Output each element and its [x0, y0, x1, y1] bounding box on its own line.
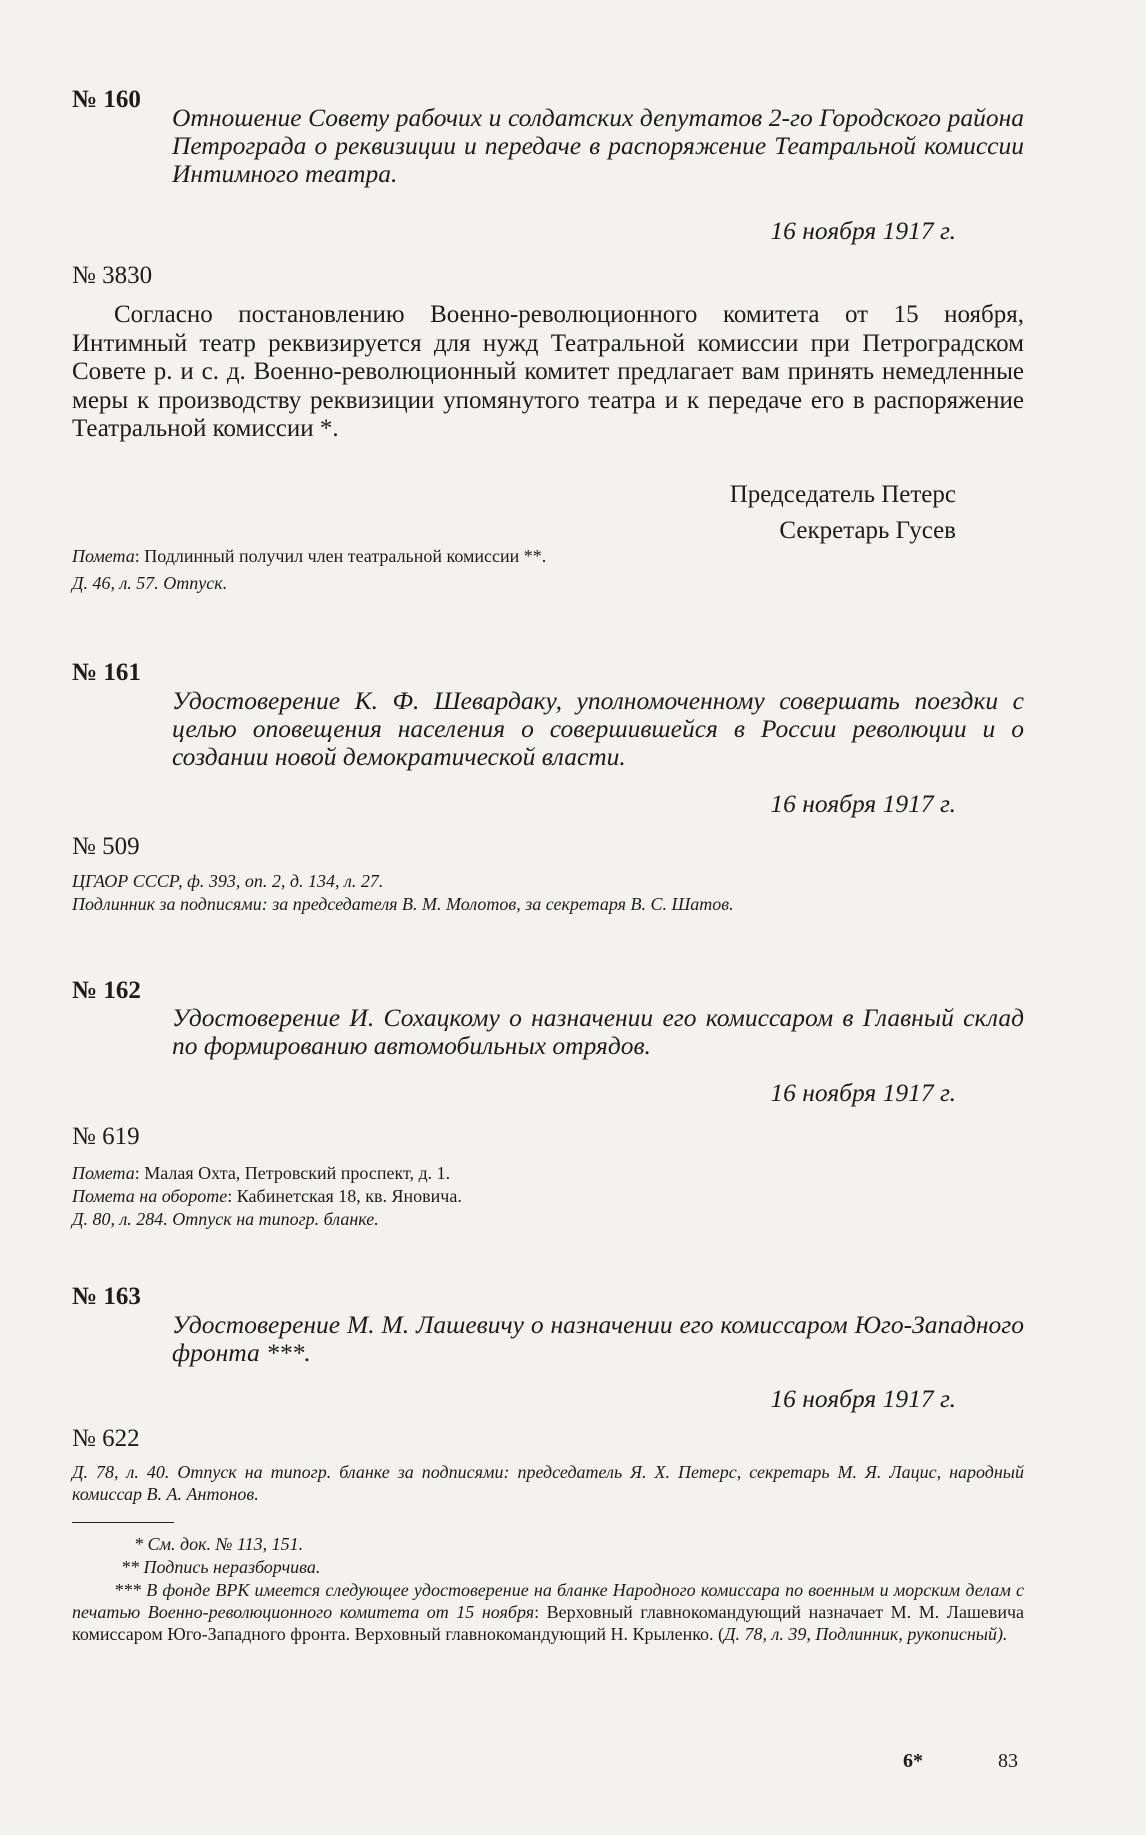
doc-160-signature-chair: Председатель Петерс [729, 481, 956, 508]
doc-162-note [72, 1162, 450, 1184]
footnote-3-lead: *** В фонде ВРК имеется следующее удостоверение на бланке Народного комиссара по военным и морским делам с печатью Военно-революционного комитета от 15 ноября [72, 1580, 1024, 1622]
footnote-3 [72, 1579, 1024, 1645]
doc-162-number: № 162 [72, 977, 141, 1004]
doc-160-heading: Отношение Совету рабочих и солдатских депутатов 2-го Городского района Петрограда о реквизиции и передаче в распоряжение Театральной комиссии Интимного театра. [172, 103, 1024, 188]
page-number: 83 [998, 1750, 1018, 1772]
footnote-divider [72, 1522, 174, 1523]
doc-160-date: 16 ноября 1917 г. [770, 216, 956, 245]
doc-162-heading: Удостоверение И. Сохацкому о назначении его комиссаром в Главный склад по формированию автомобильных отрядов. [172, 1003, 1024, 1060]
doc-161-archive-ref: ЦГАОР СССР, ф. 393, оп. 2, д. 134, л. 27. [72, 871, 384, 891]
doc-160-out-number: № 3830 [72, 262, 153, 289]
doc-163-number: № 163 [72, 1283, 141, 1310]
footnote-1: * См. док. № 113, 151. [134, 1534, 304, 1554]
doc-161-number: № 161 [72, 659, 141, 686]
footnote-3-text: : Верховный главнокомандующий назначает М. М. Лашевича комиссаром Юго-Западного фронта. Верховный главнокомандующий Н. Крыленко. ( [72, 1602, 1024, 1644]
doc-163-out-number: № 622 [72, 1425, 140, 1452]
doc-161-out-number: № 509 [72, 833, 140, 860]
doc-162-note-reverse [72, 1185, 462, 1207]
doc-163-archive: Д. 78, л. 40. Отпуск на типогр. бланке за подписями: председатель Я. Х. Петерс, секретарь М. Я. Лацис, народный комиссар В. А. Антонов. [72, 1462, 1024, 1504]
doc-162-note-reverse-text: : Кабинетская 18, кв. Яновича. [227, 1186, 462, 1206]
doc-162-date: 16 ноября 1917 г. [770, 1078, 956, 1107]
doc-162-note-reverse-label: Помета на обороте [72, 1186, 228, 1206]
doc-160-signature-secretary: Секретарь Гусев [779, 517, 956, 544]
doc-160-archive: Д. 46, л. 57. Отпуск. [72, 573, 228, 593]
doc-161-archive-signatures: Подлинник за подписями: за председателя В. М. Молотов, за секретаря В. С. Шатов. [72, 894, 734, 914]
doc-161-heading: Удостоверение К. Ф. Шевардаку, уполномоченному совершать поездки с целью оповещения населения о совершившейся в России революции и о создании новой демократической власти. [172, 686, 1024, 771]
doc-162-out-number: № 619 [72, 1123, 140, 1150]
doc-160-body: Согласно постановлению Военно-революционного комитета от 15 ноября, Интимный театр реквизируется для нужд Театральной комиссии при Петроградском Совете р. и с. д. Военно-революционный комитет предлагает вам принять немедленные меры к производству реквизиции упомянутого театра и к передаче его в распоряжение Театральной комиссии *. [72, 301, 1024, 442]
doc-163-heading: Удостоверение М. М. Лашевичу о назначении его комиссаром Юго-Западного фронта ***. [172, 1310, 1024, 1367]
printer-signature-mark: 6* [903, 1750, 923, 1772]
footnote-2: ** Подпись неразборчива. [121, 1557, 321, 1577]
doc-160-number: № 160 [72, 86, 141, 113]
footnote-3-source: Д. 78, л. 39, Подлинник, рукописный). [724, 1624, 1008, 1644]
doc-162-note-label: Помета [72, 1163, 135, 1183]
doc-161-date: 16 ноября 1917 г. [770, 789, 956, 818]
doc-160-note-label: Помета [72, 546, 135, 566]
doc-160-note-text: : Подлинный получил член театральной комиссии **. [134, 546, 547, 566]
doc-162-archive: Д. 80, л. 284. Отпуск на типогр. бланке. [72, 1209, 379, 1229]
doc-160-note [72, 545, 546, 567]
doc-163-date: 16 ноября 1917 г. [770, 1384, 956, 1413]
doc-162-note-text: : Малая Охта, Петровский проспект, д. 1. [134, 1163, 451, 1183]
